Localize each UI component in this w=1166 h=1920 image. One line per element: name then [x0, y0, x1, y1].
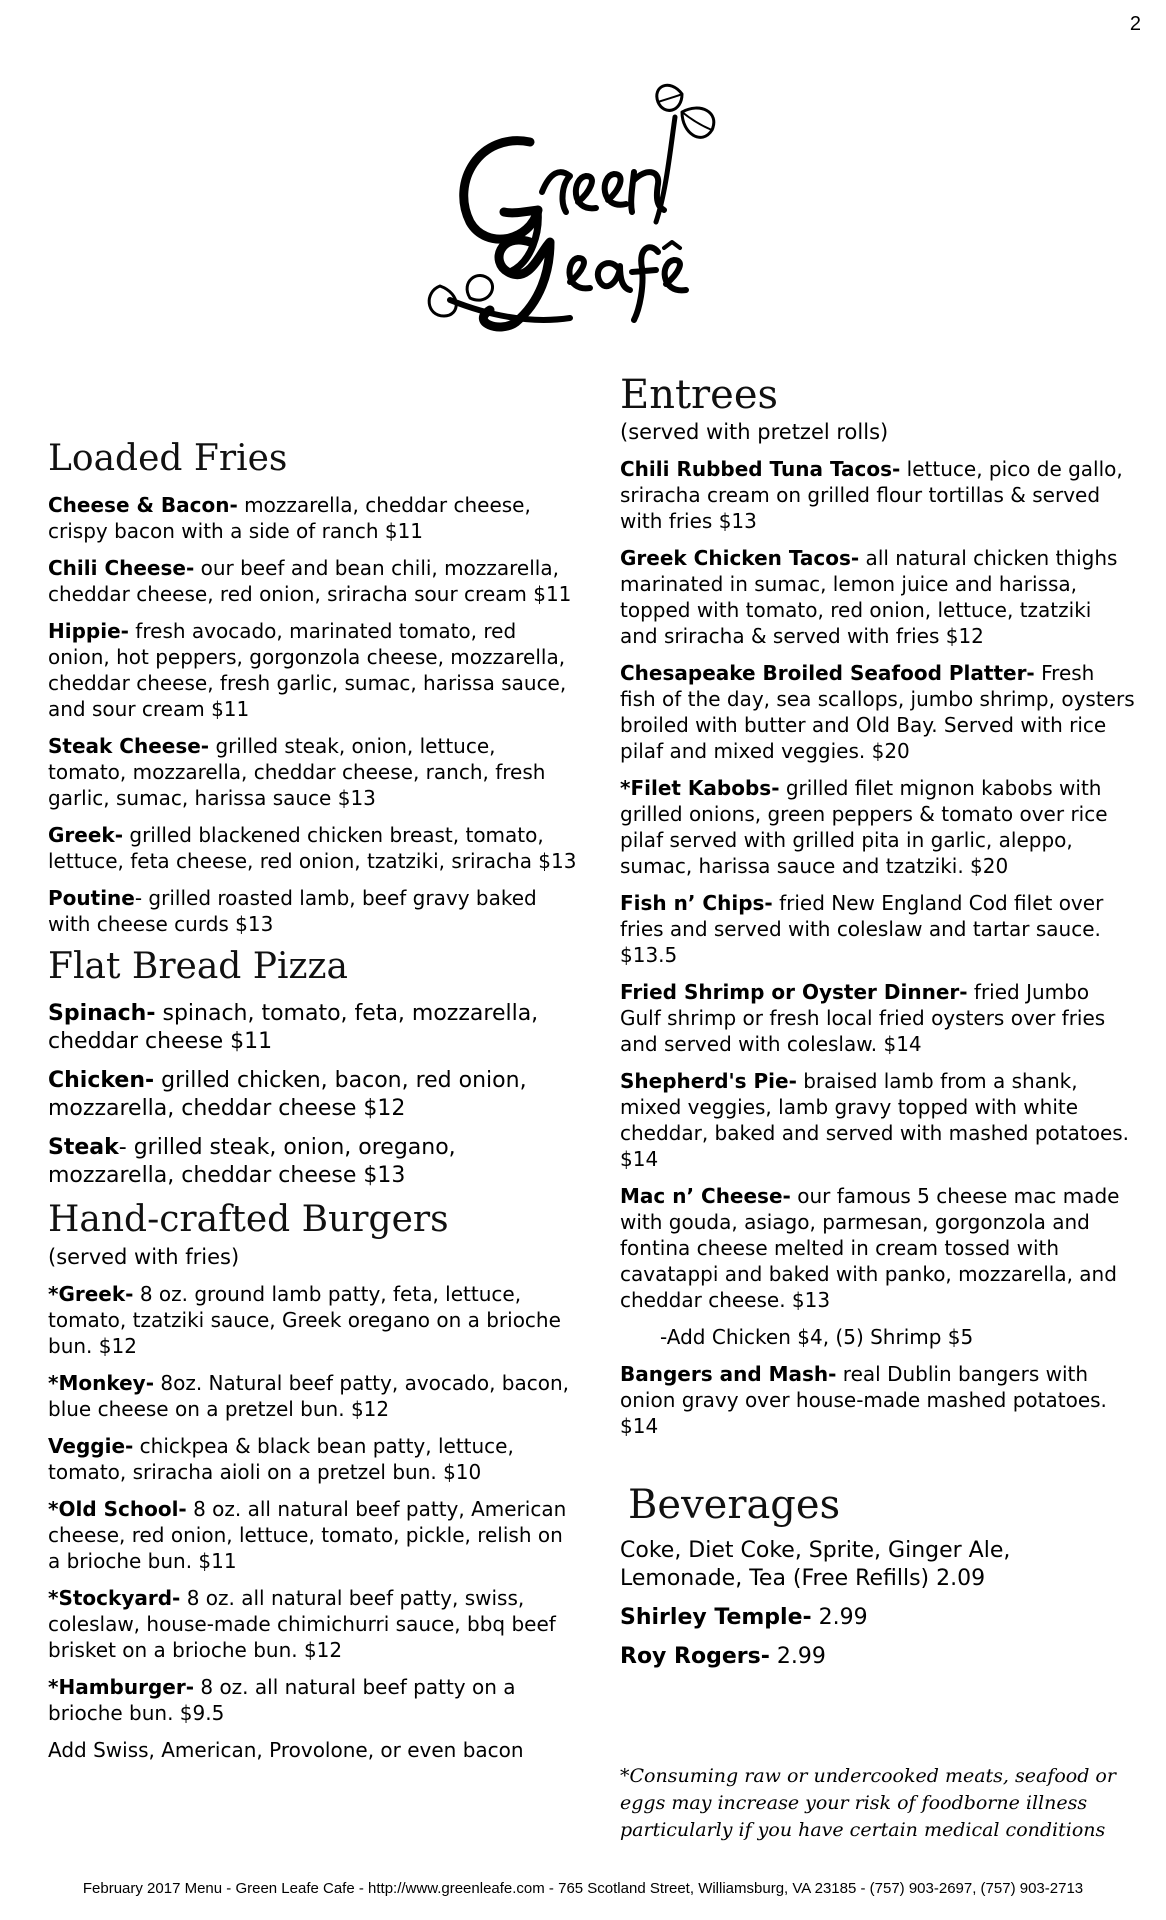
page-footer: February 2017 Menu - Green Leafe Cafe - http://www.greenleafe.com - 765 Scotland Street, Williamsburg, VA 23185 - (757) 903-2697, (757) 903-2713: [82, 1880, 1084, 1897]
menu-item: Fried Shrimp or Oyster Dinner- fried Jumbo Gulf shrimp or fresh local fried oysters over fries and served with coleslaw. $14: [620, 980, 1106, 1056]
flat-bread-list: [48, 1000, 578, 1190]
flat-bread-heading: Flat Bread Pizza: [48, 946, 348, 987]
menu-item: Steak- grilled steak, onion, oregano, mozzarella, cheddar cheese $13: [48, 1135, 456, 1188]
menu-item: Chesapeake Broiled Seafood Platter- Fresh fish of the day, sea scallops, jumbo shrimp, oysters broiled with butter and Old Bay. Served with rice pilaf and mixed veggies. $20: [620, 661, 1135, 763]
left-column: [48, 437, 578, 1763]
page-number: 2: [1129, 13, 1141, 35]
beverages-heading: Beverages: [628, 1482, 841, 1528]
burgers-heading: Hand-crafted Burgers: [48, 1199, 449, 1240]
menu-item: Cheese & Bacon- mozzarella, cheddar cheese, crispy bacon with a side of ranch $11: [48, 493, 531, 543]
menu-item: *Hamburger- 8 oz. all natural beef patty on a brioche bun. $9.5: [48, 1675, 516, 1725]
menu-item: Steak Cheese- grilled steak, onion, lettuce, tomato, mozzarella, cheddar cheese, ranch, fresh garlic, sumac, harissa sauce $13: [48, 734, 546, 810]
menu-item: Roy Rogers- 2.99: [620, 1644, 826, 1669]
menu-item: Veggie- chickpea & black bean patty, lettuce, tomato, sriracha aioli on a pretzel bun. $10: [48, 1434, 514, 1484]
menu-item: Chicken- grilled chicken, bacon, red onion, mozzarella, cheddar cheese $12: [48, 1068, 527, 1121]
menu-item: Greek- grilled blackened chicken breast, tomato, lettuce, feta cheese, red onion, tzatziki, sriracha $13: [48, 823, 577, 873]
burgers-list: [48, 1281, 578, 1726]
menu-item: *Greek- 8 oz. ground lamb patty, feta, lettuce, tomato, tzatziki sauce, Greek oregano on a brioche bun. $12: [48, 1282, 561, 1358]
menu-item: *Monkey- 8oz. Natural beef patty, avocado, bacon, blue cheese on a pretzel bun. $12: [48, 1371, 570, 1421]
menu-item: Greek Chicken Tacos- all natural chicken thighs marinated in sumac, lemon juice and harissa, topped with tomato, red onion, lettuce, tzatziki and sriracha & served with fries $12: [620, 546, 1118, 648]
loaded-fries-heading: Loaded Fries: [48, 438, 288, 479]
menu-item: Fish n’ Chips- fried New England Cod filet over fries and served with coleslaw and tartar sauce. $13.5: [620, 891, 1104, 967]
menu-item: Hippie- fresh avocado, marinated tomato, red onion, hot peppers, gorgonzola cheese, mozzarella, cheddar cheese, fresh garlic, sumac, harissa sauce, and sour cream $11: [48, 619, 567, 721]
right-column: [620, 373, 1135, 1671]
menu-item: Bangers and Mash- real Dublin bangers with onion gravy over house-made mashed potatoes. $14: [620, 1362, 1107, 1438]
menu-item: Spinach- spinach, tomato, feta, mozzarella, cheddar cheese $11: [48, 1001, 539, 1054]
burgers-subtitle: (served with fries): [48, 1245, 240, 1269]
menu-item: Chili Rubbed Tuna Tacos- lettuce, pico de gallo, sriracha cream on grilled flour tortillas & served with fries $13: [620, 457, 1123, 533]
menu-item: Mac n’ Cheese- our famous 5 cheese mac made with gouda, asiago, parmesan, gorgonzola and fontina cheese melted in cream tossed with cavatappi and baked with panko, mozzarella, and cheddar cheese. $13: [620, 1184, 1120, 1312]
entrees-heading: Entrees: [620, 372, 779, 418]
menu-item: *Stockyard- 8 oz. all natural beef patty, swiss, coleslaw, house-made chimichurri sauce, bbq beef brisket on a brioche bun. $12: [48, 1586, 556, 1662]
entrees-subtitle: (served with pretzel rolls): [620, 420, 889, 444]
burger-addon-note: Add Swiss, American, Provolone, or even bacon: [48, 1738, 524, 1762]
menu-item: Shepherd's Pie- braised lamb from a shank, mixed veggies, lamb gravy topped with white cheddar, baked and served with mashed potatoes. $14: [620, 1069, 1130, 1171]
entree-addon-note: -Add Chicken $4, (5) Shrimp $5: [660, 1325, 974, 1349]
loaded-fries-list: [48, 492, 578, 937]
beverage-list: Coke, Diet Coke, Sprite, Ginger Ale, Lemonade, Tea (Free Refills) 2.09: [620, 1538, 1011, 1591]
menu-item: Shirley Temple- 2.99: [620, 1605, 868, 1630]
food-safety-disclaimer: *Consuming raw or undercooked meats, seafood or eggs may increase your risk of foodborne illness particularly if you have certain medical conditions: [620, 1765, 1116, 1841]
menu-item: *Filet Kabobs- grilled filet mignon kabobs with grilled onions, green peppers & tomato over rice pilaf served with grilled pita in garlic, aleppo, sumac, harissa sauce and tzatziki. $20: [620, 776, 1108, 878]
menu-item: *Old School- 8 oz. all natural beef patty, American cheese, red onion, lettuce, tomato, pickle, relish on a brioche bun. $11: [48, 1497, 567, 1573]
menu-item: Poutine- grilled roasted lamb, beef gravy baked with cheese curds $13: [48, 886, 537, 936]
menu-item: Chili Cheese- our beef and bean chili, mozzarella, cheddar cheese, red onion, sriracha sour cream $11: [48, 556, 572, 606]
entrees-list: [620, 456, 1135, 1313]
green-leafe-logo: [420, 72, 760, 332]
